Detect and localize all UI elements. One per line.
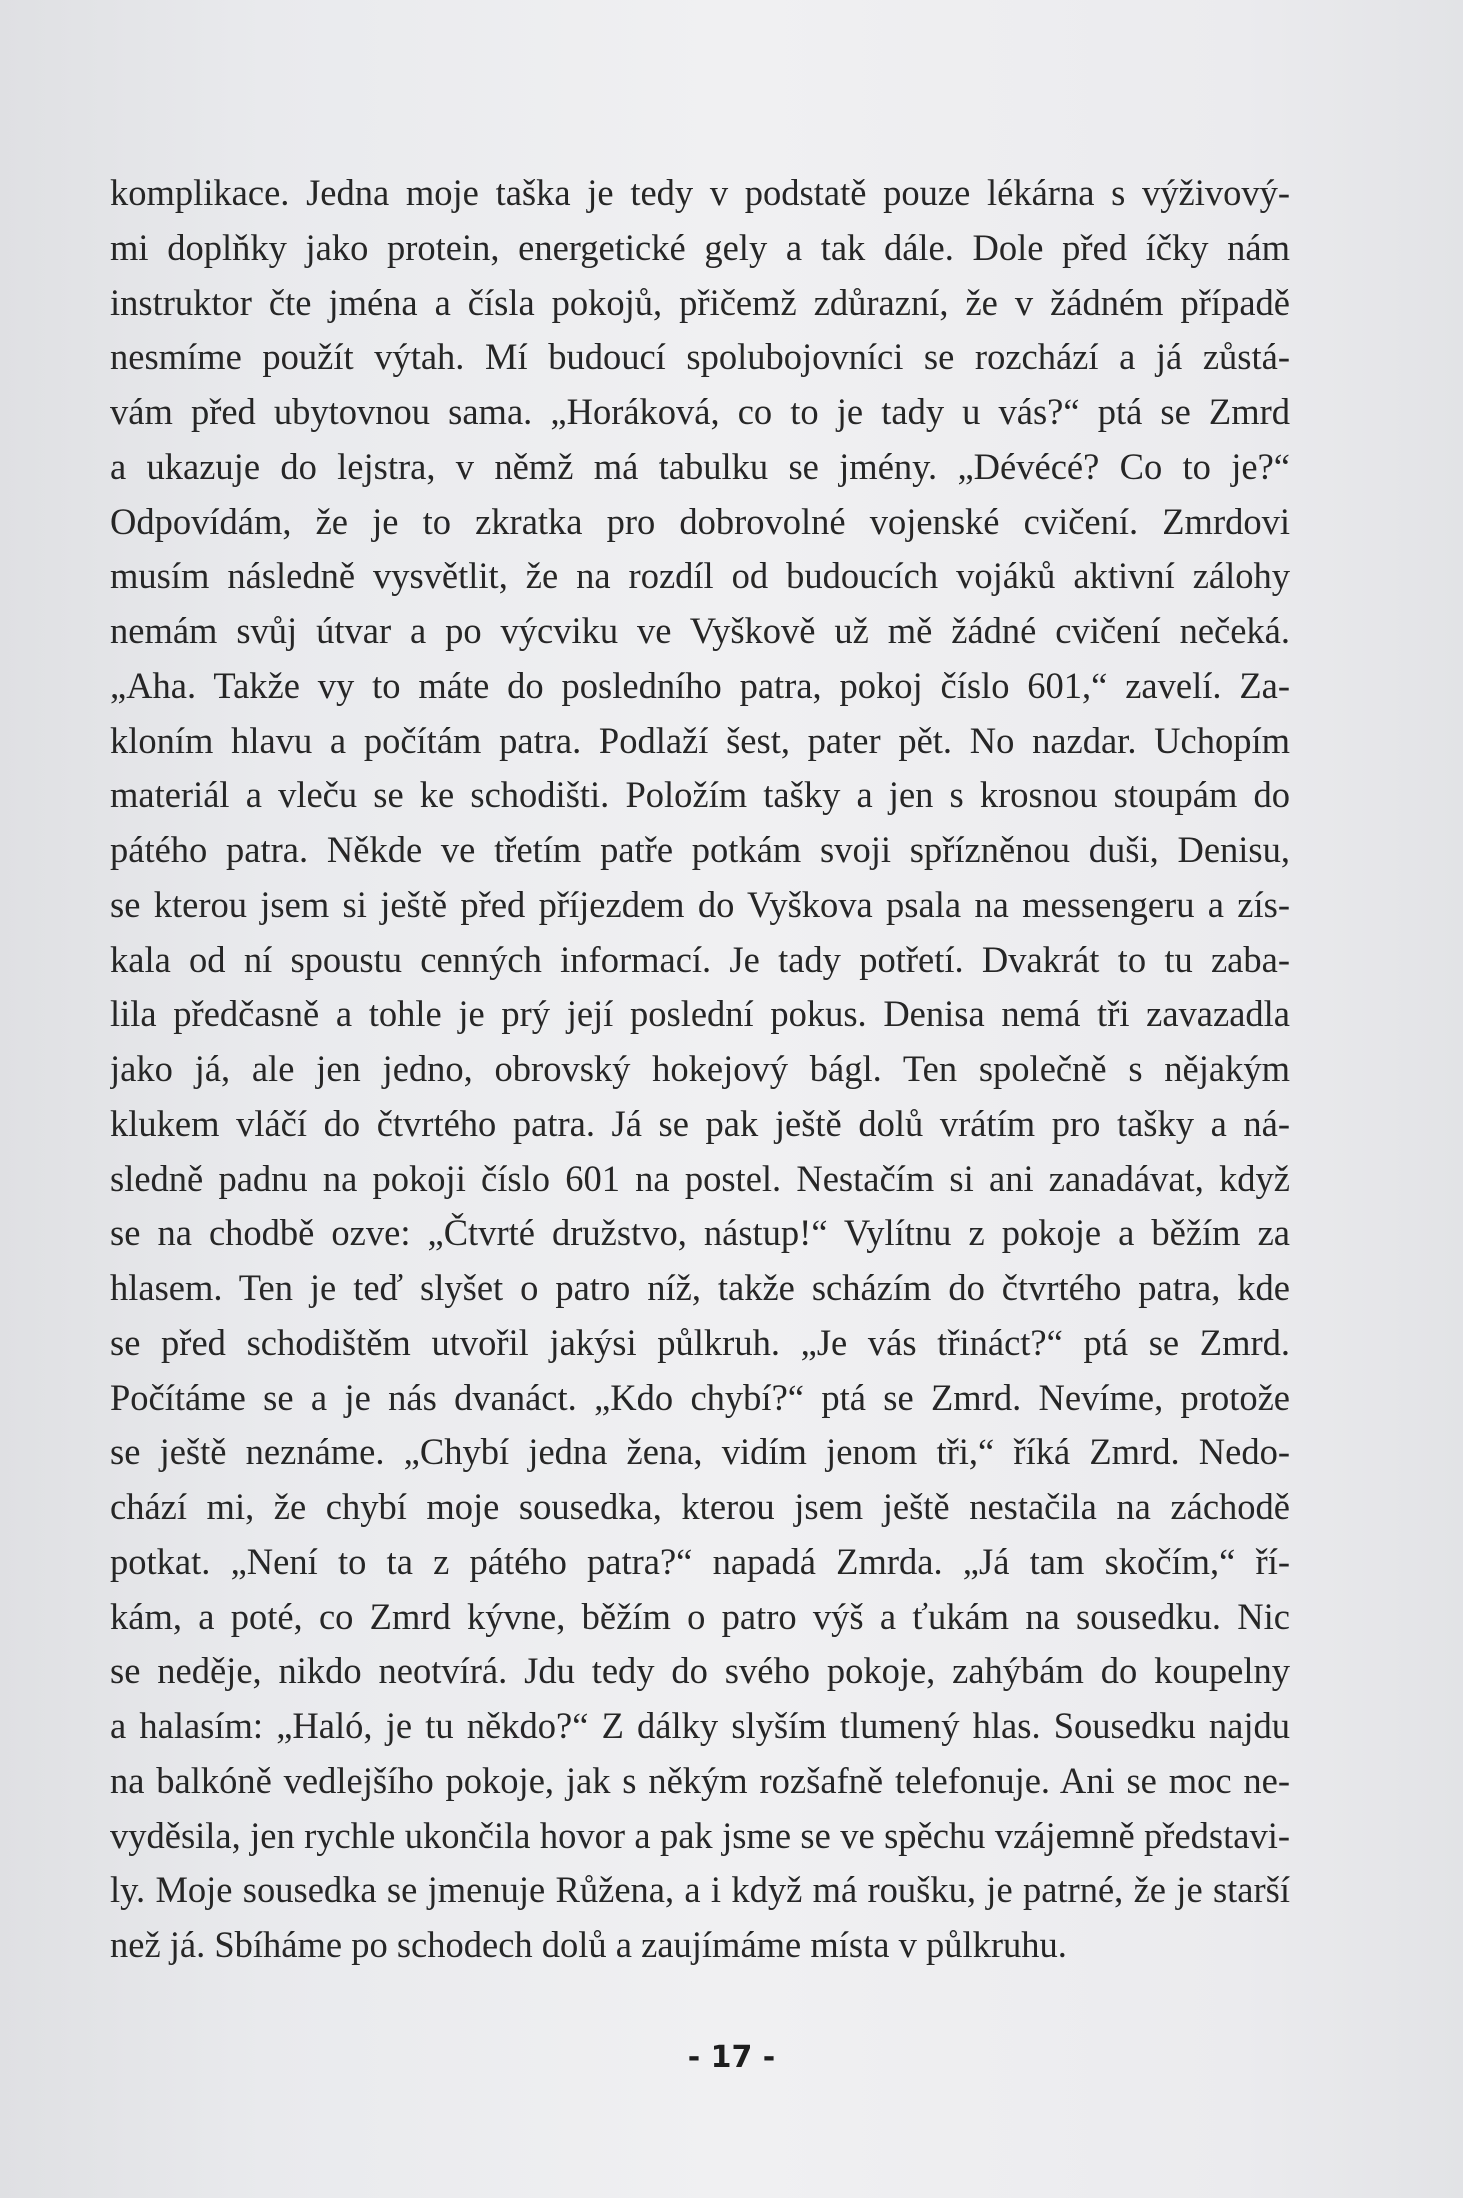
text-line-23: Počítáme se a je nás dvanáct. „Kdo chybí?“ ptá se Zmrd. Nevíme, protože — [110, 1376, 1290, 1418]
text-line-2: mi doplňky jako protein, energetické gely a tak dále. Dole před íčky nám — [110, 226, 1290, 268]
text-line-24: se ještě neznáme. „Chybí jedna žena, vidím jenom tři,“ říká Zmrd. Nedo- — [110, 1431, 1290, 1473]
text-line-26: potkat. „Není to ta z pátého patra?“ napadá Zmrda. „Já tam skočím,“ ří- — [110, 1540, 1290, 1582]
text-line-20: se na chodbě ozve: „Čtvrté družstvo, nástup!“ Vylítnu z pokoje a běžím za — [110, 1212, 1290, 1254]
text-line-25: chází mi, že chybí moje sousedka, kterou jsem ještě nestačila na záchodě — [110, 1486, 1290, 1527]
text-line-21: hlasem. Ten je teď slyšet o patro níž, takže scházím do čtvrtého patra, kde — [110, 1267, 1290, 1308]
text-line-10: „Aha. Takže vy to máte do posledního patra, pokoj číslo 601,“ zavelí. Za- — [110, 664, 1290, 706]
text-line-15: kala od ní spoustu cenných informací. Je tady potřetí. Dvakrát to tu zaba- — [110, 938, 1290, 980]
text-line-7: Odpovídám, že je to zkratka pro dobrovolné vojenské cvičení. Zmrdovi — [110, 500, 1290, 542]
text-line-13: pátého patra. Někde ve třetím patře potkám svoji spřízněnou duši, Denisu, — [110, 829, 1290, 870]
text-line-31: vyděsila, jen rychle ukončila hovor a pak jsme se ve spěchu vzájemně představi- — [110, 1814, 1290, 1856]
text-line-29: a halasím: „Haló, je tu někdo?“ Z dálky slyším tlumený hlas. Sousedku najdu — [110, 1705, 1290, 1746]
text-line-4: nesmíme použít výtah. Mí budoucí spolubojovníci se rozchází a já zůstá- — [110, 336, 1290, 378]
text-line-9: nemám svůj útvar a po výcviku ve Vyškově už mě žádné cvičení nečeká. — [110, 610, 1290, 651]
text-line-3: instruktor čte jména a čísla pokojů, přičemž zdůrazní, že v žádném případě — [110, 281, 1290, 323]
text-line-18: klukem vláčí do čtvrtého patra. Já se pak ještě dolů vrátím pro tašky a ná- — [110, 1102, 1290, 1144]
text-line-19: sledně padnu na pokoji číslo 601 na postel. Nestačím si ani zanadávat, když — [110, 1157, 1290, 1199]
text-line-6: a ukazuje do lejstra, v němž má tabulku se jmény. „Dévécé? Co to je?“ — [110, 445, 1290, 487]
text-line-28: se neděje, nikdo neotvírá. Jdu tedy do svého pokoje, zahýbám do koupelny — [110, 1650, 1290, 1692]
text-line-14: se kterou jsem si ještě před příjezdem do Vyškova psala na messengeru a zís- — [110, 883, 1290, 925]
body-text — [110, 166, 1290, 1973]
text-line-30: na balkóně vedlejšího pokoje, jak s někým rozšafně telefonuje. Ani se moc ne- — [110, 1759, 1290, 1801]
text-line-12: materiál a vleču se ke schodišti. Položím tašky a jen s krosnou stoupám do — [110, 774, 1290, 816]
text-line-33: než já. Sbíháme po schodech dolů a zaujímáme místa v půlkruhu. — [110, 1924, 1067, 1965]
text-line-17: jako já, ale jen jedno, obrovský hokejový bágl. Ten společně s nějakým — [110, 1048, 1290, 1089]
text-line-8: musím následně vysvětlit, že na rozdíl od budoucích vojáků aktivní zálohy — [110, 555, 1290, 597]
text-line-16: lila předčasně a tohle je prý její poslední pokus. Denisa nemá tři zavazadla — [110, 993, 1290, 1035]
text-line-22: se před schodištěm utvořil jakýsi půlkruh. „Je vás třináct?“ ptá se Zmrd. — [110, 1321, 1290, 1363]
text-line-27: kám, a poté, co Zmrd kývne, běžím o patro výš a ťukám na sousedku. Nic — [110, 1595, 1290, 1637]
page-number: - 17 - — [687, 2040, 776, 2075]
text-line-32: ly. Moje sousedka se jmenuje Růžena, a i když má roušku, je patrné, že je starší — [110, 1869, 1290, 1911]
text-line-5: vám před ubytovnou sama. „Horáková, co to je tady u vás?“ ptá se Zmrd — [110, 391, 1290, 432]
text-line-11: kloním hlavu a počítám patra. Podlaží šest, pater pět. No nazdar. Uchopím — [110, 719, 1290, 761]
text-line-1: komplikace. Jedna moje taška je tedy v podstatě pouze lékárna s výživový- — [110, 172, 1290, 213]
